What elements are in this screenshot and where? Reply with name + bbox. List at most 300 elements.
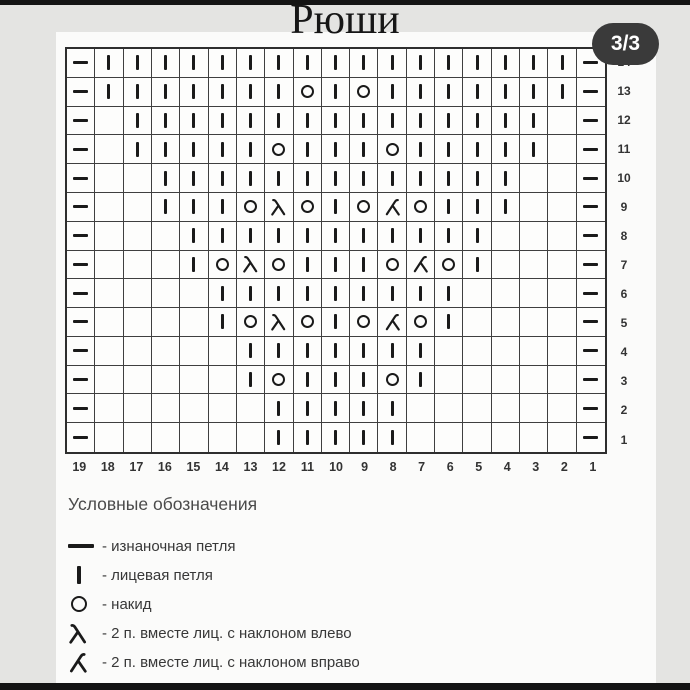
knit-symbol (447, 228, 450, 243)
knit-symbol (334, 228, 337, 243)
knit-symbol (476, 84, 479, 99)
left-decrease-symbol (68, 623, 88, 644)
knit-symbol (164, 142, 167, 157)
chart-cell (180, 222, 208, 251)
chart-cell (322, 49, 350, 78)
chart-cell (407, 193, 435, 222)
legend-item (68, 623, 588, 643)
column-number: 3 (532, 460, 540, 474)
chart-cell (67, 164, 95, 193)
yarnover-symbol (272, 258, 285, 271)
knit-symbol (249, 55, 252, 70)
chart-cell (435, 308, 463, 337)
knit-symbol (306, 401, 309, 416)
chart-cell (294, 394, 322, 423)
chart-cell (95, 366, 123, 395)
chart-cell (67, 279, 95, 308)
chart-cell (95, 222, 123, 251)
chart-cell (407, 107, 435, 136)
chart-cell (520, 308, 548, 337)
chart-cell (378, 423, 406, 452)
yarnover-symbol (71, 596, 87, 612)
purl-symbol (583, 177, 598, 180)
knit-symbol (249, 142, 252, 157)
knit-symbol (391, 286, 394, 301)
chart-cell (209, 49, 237, 78)
chart-cell (152, 279, 180, 308)
legend-item (68, 594, 588, 614)
column-number: 5 (475, 460, 483, 474)
chart-cell (152, 78, 180, 107)
chart-cell (322, 107, 350, 136)
knit-symbol (277, 286, 280, 301)
chart-cell (520, 366, 548, 395)
chart-cell (350, 423, 378, 452)
legend-item-label: - 2 п. вместе лиц. с наклоном влево (102, 624, 352, 642)
chart-cell (463, 222, 491, 251)
column-number: 14 (214, 460, 229, 474)
left-decrease-symbol (270, 313, 287, 331)
knit-symbol (249, 171, 252, 186)
chart-cell (124, 394, 152, 423)
row-number: 12 (617, 112, 631, 127)
chart-cell (492, 337, 520, 366)
knit-symbol (447, 84, 450, 99)
chart-cell (124, 49, 152, 78)
chart-cell (265, 164, 293, 193)
chart-cell (124, 107, 152, 136)
knit-symbol (362, 286, 365, 301)
knit-symbol (221, 55, 224, 70)
page-title: Рюши (290, 0, 400, 43)
chart-cell (237, 49, 265, 78)
chart-cell (435, 251, 463, 280)
chart-cell (350, 308, 378, 337)
column-number: 11 (300, 460, 315, 474)
column-number: 4 (503, 460, 511, 474)
chart-cell (463, 308, 491, 337)
column-numbers (65, 458, 607, 476)
page-indicator-label: 3/3 (610, 32, 641, 55)
chart-cell (520, 49, 548, 78)
chart-cell (378, 394, 406, 423)
legend-item (68, 536, 588, 556)
chart-cell (492, 366, 520, 395)
chart-cell (95, 135, 123, 164)
yarnover-symbol (272, 373, 285, 386)
chart-cell (407, 222, 435, 251)
chart-cell (265, 366, 293, 395)
knit-symbol (164, 55, 167, 70)
chart-cell (152, 423, 180, 452)
knit-symbol (221, 228, 224, 243)
chart-cell (67, 423, 95, 452)
knit-symbol (136, 113, 139, 128)
knit-symbol (334, 343, 337, 358)
chart-cell (67, 107, 95, 136)
chart-cell (237, 135, 265, 164)
chart-cell (350, 394, 378, 423)
purl-symbol (583, 320, 598, 323)
chart-cell (378, 107, 406, 136)
knit-symbol (476, 257, 479, 272)
knit-symbol (306, 113, 309, 128)
knit-symbol (249, 343, 252, 358)
chart-cell (237, 366, 265, 395)
chart-cell (520, 251, 548, 280)
chart-cell (294, 49, 322, 78)
chart-cell (577, 423, 605, 452)
chart-cell (435, 193, 463, 222)
chart-cell (492, 78, 520, 107)
legend-items (68, 536, 588, 672)
yarnover-symbol (216, 258, 229, 271)
legend-item-label: - изнаночная петля (102, 537, 236, 555)
chart-cell (435, 337, 463, 366)
knit-symbol (306, 55, 309, 70)
chart-cell (435, 135, 463, 164)
knit-symbol (249, 286, 252, 301)
row-number: 10 (617, 170, 631, 185)
chart-cell (152, 49, 180, 78)
chart-cell (67, 78, 95, 107)
yarnover-symbol (244, 200, 257, 213)
chart-cell (294, 251, 322, 280)
chart-cell (180, 279, 208, 308)
chart-cell (463, 193, 491, 222)
chart-cell (124, 135, 152, 164)
chart-cell (407, 394, 435, 423)
chart-cell (209, 78, 237, 107)
column-number: 19 (72, 460, 87, 474)
chart-cell (237, 394, 265, 423)
legend-symbol (68, 596, 102, 612)
knit-symbol (391, 171, 394, 186)
knit-symbol (221, 142, 224, 157)
knit-symbol (277, 84, 280, 99)
chart-cell (237, 193, 265, 222)
knit-symbol (306, 171, 309, 186)
chart-cell (237, 251, 265, 280)
chart-cell (350, 366, 378, 395)
legend-item-label: - лицевая петля (102, 566, 213, 584)
yarnover-symbol (357, 315, 370, 328)
knit-symbol (447, 286, 450, 301)
chart-cell (577, 222, 605, 251)
chart-cell (463, 279, 491, 308)
chart-cell (180, 423, 208, 452)
chart-cell (577, 394, 605, 423)
legend-symbol (68, 623, 102, 644)
yarnover-symbol (386, 258, 399, 271)
chart-cell (265, 251, 293, 280)
purl-symbol (583, 407, 598, 410)
yarnover-symbol (442, 258, 455, 271)
knit-symbol (334, 430, 337, 445)
knit-symbol (192, 228, 195, 243)
chart-cell (463, 164, 491, 193)
knit-symbol (306, 142, 309, 157)
chart-cell (209, 164, 237, 193)
knit-symbol (504, 55, 507, 70)
chart-cell (492, 49, 520, 78)
chart-cell (67, 366, 95, 395)
chart-cell (463, 135, 491, 164)
yarnover-symbol (386, 143, 399, 156)
knit-symbol (362, 142, 365, 157)
knit-symbol (476, 55, 479, 70)
chart-cell (209, 366, 237, 395)
row-number: 1 (620, 432, 628, 447)
bottom-black-bar (0, 683, 690, 690)
chart-cell (350, 78, 378, 107)
chart-cell (350, 164, 378, 193)
chart-cell (294, 279, 322, 308)
chart-cell (548, 164, 576, 193)
chart-cell (463, 78, 491, 107)
chart-cell (463, 107, 491, 136)
knit-symbol (447, 113, 450, 128)
knit-symbol (221, 171, 224, 186)
chart-cell (209, 279, 237, 308)
knit-symbol (334, 257, 337, 272)
knit-symbol (362, 430, 365, 445)
chart-cell (237, 279, 265, 308)
chart-cell (265, 279, 293, 308)
knit-symbol (277, 113, 280, 128)
chart-cell (378, 135, 406, 164)
chart-cell (124, 279, 152, 308)
chart-cell (322, 337, 350, 366)
chart-cell (463, 423, 491, 452)
purl-symbol (583, 90, 598, 93)
row-number: 13 (617, 83, 631, 98)
knit-symbol (306, 430, 309, 445)
knit-symbol (391, 401, 394, 416)
purl-symbol (583, 378, 598, 381)
chart-cell (209, 423, 237, 452)
chart-cell (67, 337, 95, 366)
knit-symbol (419, 228, 422, 243)
knit-symbol (306, 257, 309, 272)
knit-symbol (476, 199, 479, 214)
chart-cell (520, 279, 548, 308)
chart-cell (350, 251, 378, 280)
knit-symbol (362, 113, 365, 128)
chart-cell (350, 49, 378, 78)
chart-cell (350, 222, 378, 251)
chart-cell (209, 193, 237, 222)
knit-symbol (504, 142, 507, 157)
knit-symbol (164, 84, 167, 99)
knit-symbol (447, 142, 450, 157)
chart-cell (95, 251, 123, 280)
knit-symbol (447, 314, 450, 329)
chart-cell (577, 279, 605, 308)
purl-symbol (583, 148, 598, 151)
legend-item-label: - накид (102, 595, 152, 613)
chart-cell (577, 135, 605, 164)
purl-symbol (73, 263, 88, 266)
chart-cell (180, 49, 208, 78)
knit-symbol (362, 228, 365, 243)
chart-cell (492, 107, 520, 136)
purl-symbol (73, 177, 88, 180)
chart-cell (548, 279, 576, 308)
chart-cell (294, 366, 322, 395)
purl-symbol (73, 61, 88, 64)
chart-cell (548, 78, 576, 107)
chart-cell (95, 279, 123, 308)
knit-symbol (277, 55, 280, 70)
knit-symbol (306, 372, 309, 387)
knit-symbol (164, 171, 167, 186)
purl-symbol (73, 90, 88, 93)
chart-cell (435, 49, 463, 78)
chart-cell (265, 107, 293, 136)
chart-cell (548, 423, 576, 452)
chart-cell (435, 394, 463, 423)
chart-cell (492, 222, 520, 251)
chart-cell (209, 251, 237, 280)
chart-cell (67, 308, 95, 337)
chart-cell (95, 423, 123, 452)
knit-symbol (391, 55, 394, 70)
right-decrease-symbol (68, 652, 88, 673)
chart-cell (492, 164, 520, 193)
column-number: 13 (243, 460, 258, 474)
knit-symbol (476, 113, 479, 128)
chart-cell (435, 222, 463, 251)
chart-cell (520, 337, 548, 366)
knit-symbol (504, 199, 507, 214)
chart-cell (209, 394, 237, 423)
knit-symbol (504, 84, 507, 99)
knit-symbol (334, 372, 337, 387)
chart-cell (378, 279, 406, 308)
right-decrease-symbol (384, 313, 401, 331)
chart-cell (124, 251, 152, 280)
chart-cell (322, 135, 350, 164)
chart-cell (180, 78, 208, 107)
chart-cell (95, 78, 123, 107)
chart-cell (492, 279, 520, 308)
chart-cell (294, 135, 322, 164)
knit-symbol (561, 84, 564, 99)
chart-cell (548, 49, 576, 78)
knit-symbol (561, 55, 564, 70)
chart-cell (322, 222, 350, 251)
chart-cell (378, 164, 406, 193)
chart-cell (265, 222, 293, 251)
chart-cell (577, 78, 605, 107)
chart-cell (294, 423, 322, 452)
chart-cell (67, 394, 95, 423)
knit-symbol (277, 430, 280, 445)
chart-cell (95, 337, 123, 366)
column-number: 16 (157, 460, 172, 474)
column-number: 2 (560, 460, 568, 474)
chart-cell (435, 423, 463, 452)
chart-cell (95, 394, 123, 423)
chart-cell (407, 135, 435, 164)
knit-symbol (192, 257, 195, 272)
knit-symbol (419, 343, 422, 358)
chart-cell (520, 78, 548, 107)
knit-symbol (277, 171, 280, 186)
chart-cell (577, 107, 605, 136)
chart-cell (265, 337, 293, 366)
knit-symbol (136, 142, 139, 157)
chart-cell (407, 423, 435, 452)
knit-symbol (476, 142, 479, 157)
yarnover-symbol (357, 200, 370, 213)
knitting-chart-grid (65, 47, 607, 454)
chart-cell (492, 394, 520, 423)
column-number: 7 (418, 460, 426, 474)
knit-symbol (532, 55, 535, 70)
knit-symbol (419, 171, 422, 186)
chart-cell (577, 193, 605, 222)
chart-cell (152, 107, 180, 136)
chart-cell (294, 308, 322, 337)
chart-cell (265, 423, 293, 452)
chart-cell (350, 135, 378, 164)
knit-symbol (476, 171, 479, 186)
purl-symbol (73, 407, 88, 410)
row-number: 2 (620, 403, 628, 418)
chart-cell (548, 135, 576, 164)
chart-cell (435, 366, 463, 395)
chart-cell (463, 366, 491, 395)
yarnover-symbol (301, 85, 314, 98)
knit-symbol (476, 228, 479, 243)
chart-cell (435, 78, 463, 107)
chart-cell (322, 394, 350, 423)
knit-symbol (277, 401, 280, 416)
column-number: 17 (129, 460, 144, 474)
right-decrease-symbol (384, 198, 401, 216)
legend-item-label: - 2 п. вместе лиц. с наклоном вправо (102, 653, 360, 671)
chart-cell (435, 107, 463, 136)
chart-cell (407, 251, 435, 280)
chart-cell (435, 279, 463, 308)
chart-cell (152, 193, 180, 222)
knit-symbol (221, 84, 224, 99)
row-number: 3 (620, 374, 628, 389)
knit-symbol (306, 286, 309, 301)
knit-symbol (334, 286, 337, 301)
chart-cell (180, 394, 208, 423)
chart-cell (407, 337, 435, 366)
yarnover-symbol (301, 200, 314, 213)
knit-symbol (277, 228, 280, 243)
chart-cell (520, 135, 548, 164)
chart-cell (265, 49, 293, 78)
chart-cell (350, 337, 378, 366)
chart-cell (180, 337, 208, 366)
chart-cell (237, 308, 265, 337)
chart-cell (492, 251, 520, 280)
chart-cell (492, 423, 520, 452)
yarnover-symbol (386, 373, 399, 386)
row-numbers (611, 47, 637, 454)
yarnover-symbol (301, 315, 314, 328)
knit-symbol (334, 142, 337, 157)
knit-symbol (362, 55, 365, 70)
column-number: 9 (361, 460, 369, 474)
knit-symbol (334, 401, 337, 416)
